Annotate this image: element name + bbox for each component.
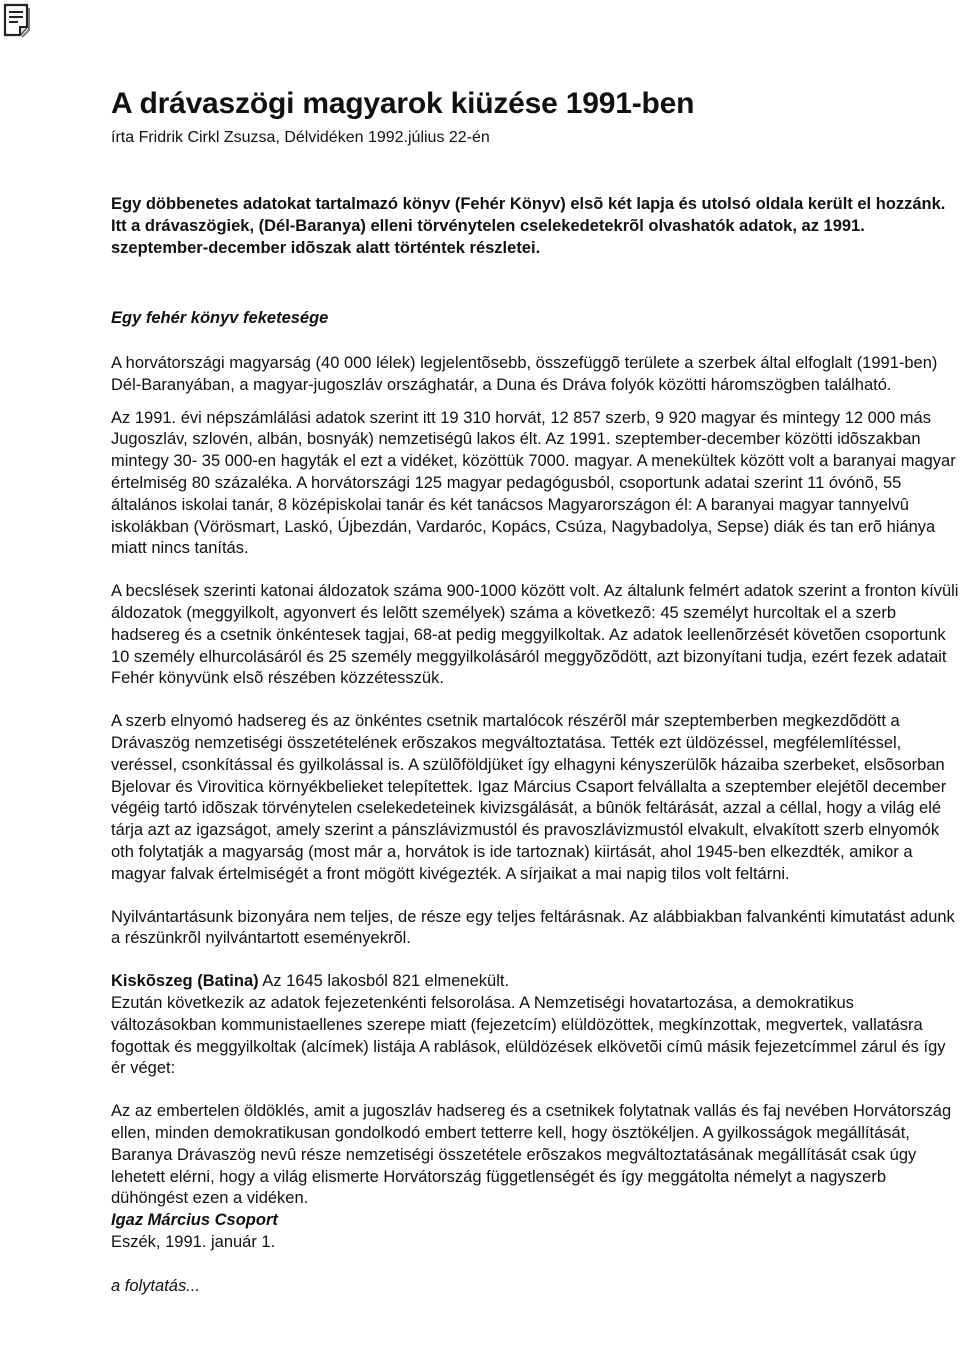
paragraph-victims: A becslések szerinti katonai áldozatok száma 900-1000 között volt. Az általunk felmért adatok szerint a fronton kívüli áldozatok (meggyilkolt, agyonvert és lelõtt személyek) száma a következõ: 45 személyt hurcoltak el a szerb hadsereg és a csetnik önkéntesek tagjai, 68-at pedig meggyilkoltak. Az adatok leellenõrzését követõen csoportunk 10 személy elhurcolásáról és 25 személy meggyilkolásáról meggyõzõdött, azt bizonyítani tudja, ezért fezek adatait Fehér könyvünk elsõ részében közzétesszük.: [111, 582, 959, 688]
page-title: A drávaszögi magyarok kiüzése 1991-ben: [111, 87, 695, 120]
signature-org: Igaz Március Csoport: [111, 1211, 278, 1230]
village-entry: [111, 971, 960, 993]
article: [111, 84, 960, 1297]
byline: írta Fridrik Cirkl Zsuzsa, Délvidéken 1992.július 22-én: [111, 129, 490, 146]
section-title: Egy fehér könyv feketesége: [111, 309, 329, 327]
document-icon: [2, 2, 34, 38]
signature-place-date: Eszék, 1991. január 1.: [111, 1232, 276, 1251]
paragraph-region: A horvátországi magyarság (40 000 lélek) legjelentõsebb, összefüggõ területe a szerbek által elfoglalt (1991-ben) Dél-Baranyában, a magyar-jugoszláv országhatár, a Duna és Dráva folyók közötti háromszögben található.: [111, 354, 938, 394]
village-text: Az 1645 lakosból 821 elmenekült.: [258, 972, 510, 991]
continuation-link[interactable]: a folytatás...: [111, 1276, 200, 1295]
closing-paragraph: Az az embertelen öldöklés, amit a jugoszláv hadsereg és a csetnikek folytatnak vallás és faj nevében Horvátország ellen, minden demokratikusan gondolkodó embert tetterre kell, hogy ösztökéljen. A gyilkosságok megállítását, Baranya Drávaszög nevû része nemzetiségi összetétele erõszakos megváltoztatásának megállítását csak úgy lehetett elérni, hogy a világ elismerte Horvátország függetlenségét és így meggátolta némelyt a nagyszerb dühöngést ezen a vidéken.: [111, 1102, 952, 1208]
paragraph-census: Az 1991. évi népszámlálási adatok szerint itt 19 310 horvát, 12 857 szerb, 9 920 magyar és mintegy 12 000 más Jugoszláv, szlovén, albán, bosnyák) nemzetiségû lakos élt. Az 1991. szeptember-december közötti idõszakban mintegy 30- 35 000-en hagyták el ezt a vidéket, közöttük 7000. magyar. A menekültek között volt a baranyai magyar értelmiség 80 százaléka. A horvátországi 125 magyar pedagógusból, csoportunk adatai szerint 11 óvónõ, 55 általános iskolai tanár, 8 középiskolai tanár és két tanácsos Magyarországon él: A baranyai magyar tannyelvû iskolákban (Vörösmart, Laskó, Újbezdán, Vardaróc, Kopács, Csúza, Nagybadolya, Sepse) diák és tan erõ hiánya miatt nincs tanítás.: [111, 408, 956, 558]
village-name: Kiskõszeg (Batina): [111, 972, 259, 991]
chapters-paragraph: Ezután következik az adatok fejezetenkénti felsorolása. A Nemzetiségi hovatartozása, a demokratikus változásokban kommunistaellenes szerepe miatt (fejezetcím) elüldözöttek, megkínzottak, megvertek, vallatásra fogottak és meggyilkoltak (alcímek) listája A rablások, elüldözések elkövetõi címû másik fejezetcímmel zárul és így ér véget:: [111, 993, 946, 1078]
paragraph-records: Nyilvántartásunk bizonyára nem teljes, de része egy teljes feltárásnak. Az alábbiakban falvankénti kimutatást adunk a részünkrõl nyilvántartott eseményekrõl.: [111, 907, 955, 948]
paragraph-oppression: A szerb elnyomó hadsereg és az önkéntes csetnik martalócok részérõl már szeptemberben megkezdõdött a Drávaszög nemzetiségi összetételének erõszakos megváltoztatása. Tették ezt üldözéssel, megfélemlítéssel, veréssel, csonkítással és gyilkolással is. A szülõföldjüket így elhagyni kényszerülõk házaiba szerbeket, elsõsorban Bjelovar és Virovitica környékbelieket telepítettek. Igaz Március Csaport felvállalta a szeptember elejétõl december végéig tartó idõszak törvénytelen cselekedeteinek kivizsgálását, a bûnök feltárását, azzal a céllal, hogy a világ elé tárja azt az igazságot, amely szerint a pánszlávizmustól és pravoszlávizmustól elvakult, elvakított szerb elnyomók oth folytatják a magyarság (most már a, horvátok is ide tartoznak) kiirtását, ahol 1945-ben elkezdték, amikor a magyar falvak értelmiségét a front mögött kivégezték. A sírjaikat a mai napig tilos volt feltárni.: [111, 712, 947, 883]
intro-paragraph: Egy döbbenetes adatokat tartalmazó könyv (Fehér Könyv) elsõ két lapja és utolsó oldala került el hozzánk. Itt a drávaszögiek, (Dél-Baranya) elleni törvénytelen cselekedetekrõl olvashatók adatok, az 1991. szeptember-december idõszak alatt történtek részletei.: [111, 195, 946, 257]
